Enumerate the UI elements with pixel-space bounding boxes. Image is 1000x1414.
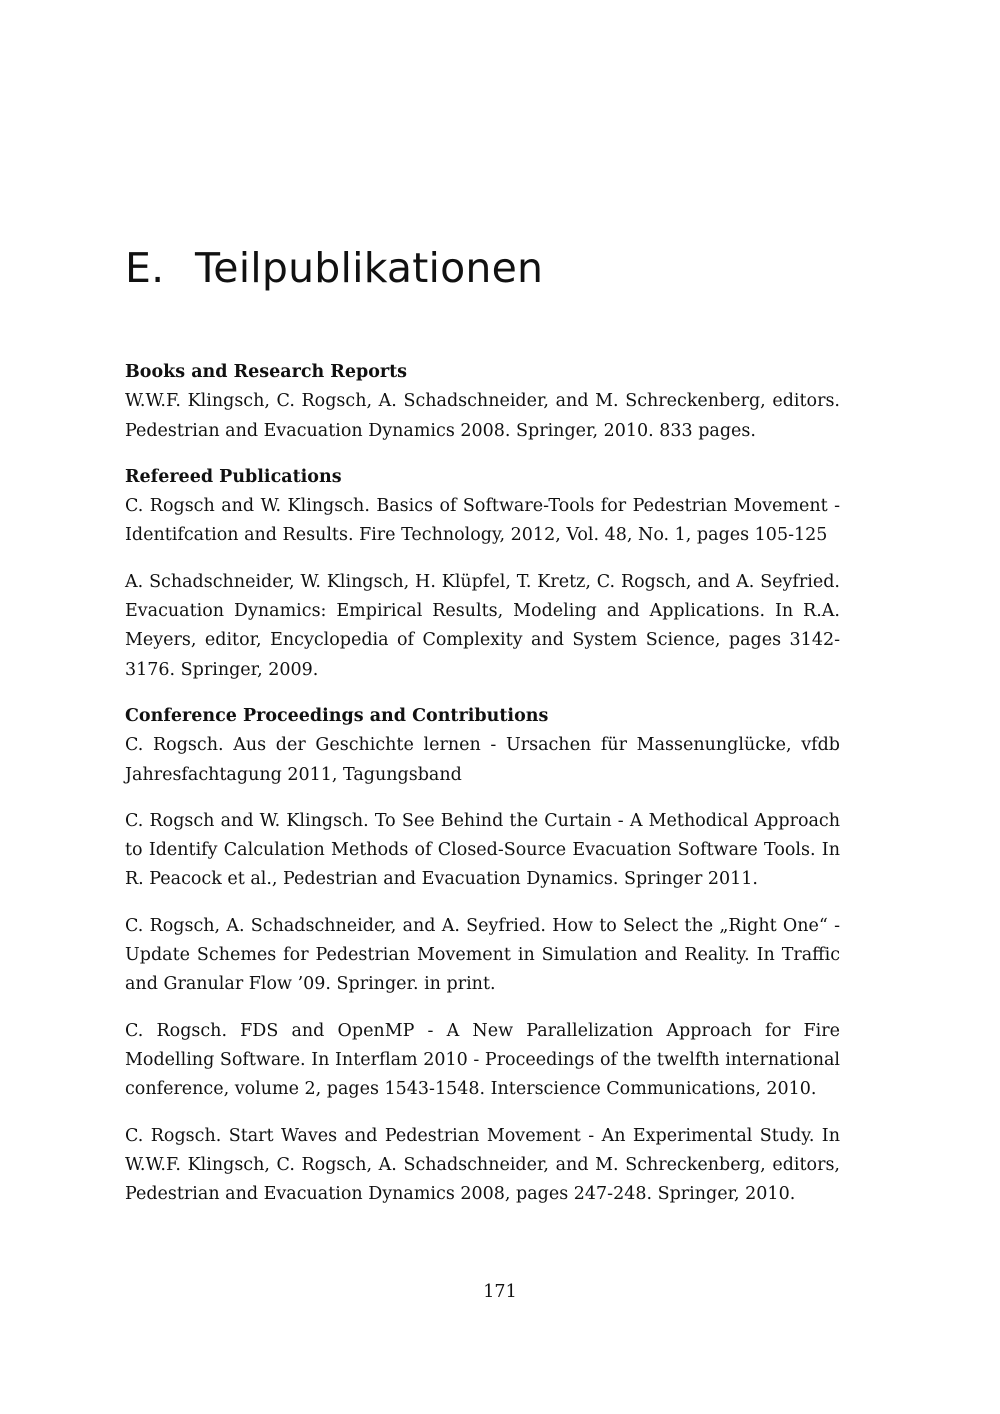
chapter-title xyxy=(125,238,543,298)
section-refereed xyxy=(125,463,840,685)
publication-entry: C. Rogsch. FDS and OpenMP - A New Parallelization Approach for Fire Modelling Software. In Interflam 2010 - Proceedings of the twelfth international conference, volume 2, pages 1543-1548. Interscience Communications, 2010. xyxy=(125,1020,840,1100)
page-number: 171 xyxy=(483,1282,517,1302)
publication-entry: C. Rogsch. Aus der Geschichte lernen - Ursachen für Massenunglücke, vfdb Jahresfachtagung 2011, Tagungsband xyxy=(125,735,840,785)
chapter-number: E. xyxy=(125,244,165,292)
publication-entry: C. Rogsch and W. Klingsch. Basics of Software-Tools for Pedestrian Movement - Identifcation and Results. Fire Technology, 2012, Vol. 48, No. 1, pages 105-125 xyxy=(125,496,840,546)
publication-entry: C. Rogsch. Start Waves and Pedestrian Movement - An Experimental Study. In W.W.F. Klingsch, C. Rogsch, A. Schadschneider, and M. Schreckenberg, editors, Pedestrian and Evacuation Dynamics 2008, pages 247-248. Springer, 2010. xyxy=(125,1125,840,1205)
publication-entry: C. Rogsch and W. Klingsch. To See Behind the Curtain - A Methodical Approach to Identify Calculation Methods of Closed-Source Evacuation Software Tools. In R. Peacock et al., Pedestrian and Evacuation Dynamics. Springer 2011. xyxy=(125,810,840,890)
publication-entry: C. Rogsch, A. Schadschneider, and A. Seyfried. How to Select the „Right One“ - Update Schemes for Pedestrian Movement in Simulation and Reality. In Traffic and Granular Flow ’09. Springer. in print. xyxy=(125,915,840,995)
section-conference xyxy=(125,702,840,1209)
section-heading: Books and Research Reports xyxy=(125,362,408,382)
publication-entry: W.W.F. Klingsch, C. Rogsch, A. Schadschneider, and M. Schreckenberg, editors. Pedestrian and Evacuation Dynamics 2008. Springer, 2010. 833 pages. xyxy=(125,391,840,441)
section-books xyxy=(125,358,840,446)
publication-entry: A. Schadschneider, W. Klingsch, H. Klüpfel, T. Kretz, C. Rogsch, and A. Seyfried. Evacuation Dynamics: Empirical Results, Modeling and Applications. In R.A. Meyers, editor, Encyclopedia of Complexity and System Science, pages 3142-3176. Springer, 2009. xyxy=(125,571,840,680)
section-heading: Conference Proceedings and Contributions xyxy=(125,705,549,726)
publication-list xyxy=(125,358,840,1226)
section-heading: Refereed Publications xyxy=(125,466,342,487)
chapter-title-text: Teilpublikationen xyxy=(195,244,544,292)
